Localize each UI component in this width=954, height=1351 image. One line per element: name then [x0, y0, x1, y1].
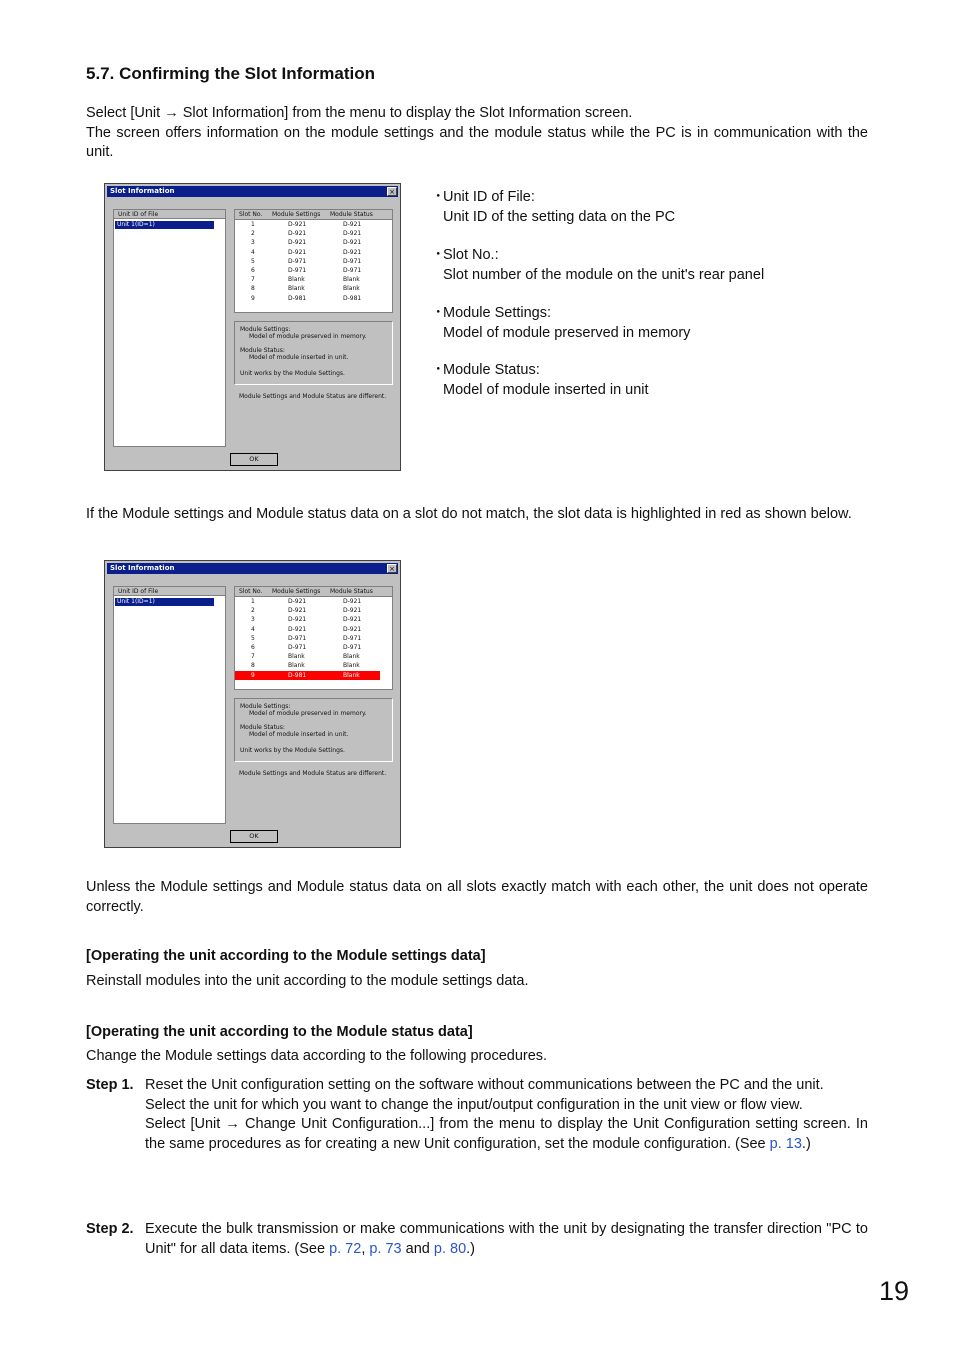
slot-no-cell: 4 — [251, 248, 255, 256]
table-row — [235, 284, 380, 293]
col-module-status: Module Status — [330, 588, 373, 595]
intro-text-2: Slot Information] from the menu to display the Slot Information screen. — [182, 105, 633, 121]
slot-no-cell: 3 — [251, 239, 255, 247]
slot-no-cell: 8 — [251, 285, 255, 293]
module-settings-cell: D-981 — [288, 294, 307, 302]
module-settings-cell: D-921 — [288, 248, 307, 256]
module-status-cell: D-921 — [343, 625, 362, 633]
module-settings-cell: D-971 — [288, 644, 307, 651]
bullet-desc: Model of module inserted in unit — [443, 381, 649, 398]
module-status-cell: D-971 — [343, 634, 362, 642]
separator: , — [361, 1240, 366, 1257]
module-settings-cell: D-971 — [288, 267, 307, 274]
slot-no-cell: 6 — [251, 267, 255, 274]
slot-no-cell: 9 — [251, 294, 255, 302]
legend-box — [234, 321, 393, 385]
col-module-settings: Module Settings — [272, 588, 321, 595]
step1-text-end: .) — [801, 1135, 811, 1152]
module-settings-cell: D-981 — [288, 671, 307, 679]
module-settings-cell: D-971 — [288, 257, 307, 265]
table-row — [235, 229, 380, 238]
module-settings-text: Reinstall modules into the unit according to the module settings data. — [86, 973, 529, 989]
bullet-icon: ・ — [431, 305, 446, 321]
module-settings-cell: D-921 — [288, 607, 307, 615]
bullet-title: Module Settings: — [443, 305, 552, 321]
module-status-cell: D-971 — [343, 644, 362, 651]
page-title: 5.7. Confirming the Slot Information — [86, 64, 375, 83]
close-icon[interactable]: × — [387, 564, 397, 573]
legend-settings-desc: Model of module preserved in memory. — [249, 333, 367, 340]
unit-id-header: Unit ID of File — [114, 587, 225, 596]
slot-no-cell: 9 — [251, 671, 255, 679]
arrow-icon: → — [225, 1116, 240, 1132]
table-row — [235, 643, 380, 652]
module-status-cell: D-971 — [343, 257, 362, 265]
unit-id-list[interactable] — [113, 209, 226, 447]
slot-no-cell: 7 — [251, 276, 255, 284]
slot-no-cell: 6 — [251, 644, 255, 651]
slot-table — [234, 209, 393, 313]
module-settings-cell: Blank — [288, 662, 305, 670]
bullet-icon: ・ — [431, 247, 446, 263]
legend-works-text: Unit works by the Module Settings. — [240, 747, 345, 754]
intro-text-3: The screen offers information on the module settings and the module status while the PC is in communication with the unit. — [86, 124, 868, 160]
slot-no-cell: 5 — [251, 634, 255, 642]
module-settings-cell: Blank — [288, 285, 305, 293]
module-status-cell: Blank — [343, 662, 360, 670]
slot-no-cell: 5 — [251, 257, 255, 265]
unit-id-selected-item[interactable]: Unit 1(ID=1) — [115, 598, 214, 606]
page-link[interactable]: p. 73 — [369, 1240, 402, 1257]
table-row — [235, 294, 380, 303]
legend-status-desc: Model of module inserted in unit. — [249, 354, 349, 361]
module-settings-cell: D-921 — [288, 239, 307, 247]
step1-paragraph-3 — [145, 1115, 868, 1154]
table-row — [235, 257, 380, 266]
module-settings-cell: D-971 — [288, 634, 307, 642]
legend-works-text: Unit works by the Module Settings. — [240, 370, 345, 377]
module-status-cell: D-921 — [343, 598, 362, 605]
table-row — [235, 671, 380, 680]
col-module-settings: Module Settings — [272, 211, 321, 218]
page-link[interactable]: p. 72 — [329, 1240, 362, 1257]
slot-no-cell: 1 — [251, 598, 255, 605]
step-body — [145, 1220, 868, 1259]
module-settings-cell: D-921 — [288, 221, 307, 228]
table-row — [235, 661, 380, 670]
slot-information-dialog — [104, 183, 401, 471]
bullet-title: Unit ID of File: — [443, 189, 535, 205]
bullet-title: Slot No.: — [443, 247, 499, 263]
bullet-icon: ・ — [431, 362, 446, 378]
step-1 — [86, 1076, 868, 1216]
legend-status-label: Module Status: — [240, 724, 285, 731]
step1-text-pre: Select [Unit — [145, 1116, 221, 1132]
intro-text-1: Select [Unit — [86, 105, 161, 121]
slot-no-cell: 4 — [251, 625, 255, 633]
unit-id-selected-item[interactable]: Unit 1(ID=1) — [115, 221, 214, 229]
module-status-cell: Blank — [343, 276, 360, 284]
unless-paragraph: Unless the Module settings and Module status data on all slots exactly match with each other, the unit does not operate correctly. — [86, 879, 868, 915]
table-row — [235, 606, 380, 615]
module-status-cell: D-921 — [343, 616, 362, 624]
module-settings-cell: D-921 — [288, 598, 307, 605]
step1-paragraph-2: Select the unit for which you want to change the input/output configuration in the unit view or flow view. — [145, 1096, 803, 1113]
legend-settings-label: Module Settings: — [240, 703, 291, 710]
legend-settings-label: Module Settings: — [240, 326, 291, 333]
difference-message: Module Settings and Module Status are different. — [239, 393, 387, 400]
module-status-cell: D-921 — [343, 607, 362, 615]
slot-information-dialog-mismatch — [104, 560, 401, 848]
bullet-desc: Slot number of the module on the unit's rear panel — [443, 266, 765, 283]
bullet-desc: Model of module preserved in memory — [443, 324, 691, 341]
module-settings-cell: Blank — [288, 653, 305, 661]
step-label: Step 2. — [86, 1221, 134, 1237]
arrow-icon: → — [164, 105, 179, 121]
legend-settings-desc: Model of module preserved in memory. — [249, 710, 367, 717]
dialog-title: Slot Information — [107, 186, 398, 197]
conjunction: and — [405, 1240, 430, 1257]
step-2 — [86, 1220, 868, 1260]
slot-no-cell: 2 — [251, 230, 255, 238]
unit-id-list[interactable] — [113, 586, 226, 824]
intro-paragraph — [86, 104, 868, 163]
bullet-title: Module Status: — [443, 362, 540, 378]
subheading-module-settings: [Operating the unit according to the Module settings data] — [86, 948, 486, 964]
slot-no-cell: 1 — [251, 221, 255, 228]
step2-text: Execute the bulk transmission or make communications with the unit by designating the transfer direction "PC to Unit" for all data items. (See — [145, 1221, 868, 1257]
table-row — [235, 625, 380, 634]
table-row — [235, 597, 380, 606]
module-settings-cell: D-921 — [288, 616, 307, 624]
slot-no-cell: 7 — [251, 653, 255, 661]
table-row — [235, 238, 380, 247]
table-row — [235, 220, 380, 229]
step1-text-post: Change Unit Configuration...] from the menu to display the Unit Configuration setting screen. In the same procedures as for creating a new Unit configuration, set the module configuration. (See — [145, 1116, 868, 1152]
page-number: 19 — [878, 1276, 909, 1306]
slot-no-cell: 3 — [251, 616, 255, 624]
legend-status-desc: Model of module inserted in unit. — [249, 731, 349, 738]
step2-text-end: .) — [466, 1240, 475, 1257]
module-status-cell: D-981 — [343, 294, 362, 302]
module-status-cell: D-921 — [343, 221, 362, 228]
mismatch-paragraph: If the Module settings and Module status data on a slot do not match, the slot data is highlighted in red as shown below. — [86, 506, 852, 522]
slot-table — [234, 586, 393, 690]
slot-table-header — [235, 210, 392, 220]
page-link[interactable]: p. 13 — [769, 1135, 802, 1152]
table-row — [235, 634, 380, 643]
difference-message: Module Settings and Module Status are different. — [239, 770, 387, 777]
slot-table-header — [235, 587, 392, 597]
slot-no-cell: 2 — [251, 607, 255, 615]
ok-button[interactable]: OK — [230, 453, 278, 466]
table-row — [235, 248, 380, 257]
page-link[interactable]: p. 80 — [433, 1240, 467, 1257]
module-settings-cell: Blank — [288, 276, 305, 284]
unit-id-header: Unit ID of File — [114, 210, 225, 219]
module-status-text: Change the Module settings data according to the following procedures. — [86, 1048, 548, 1064]
table-row — [235, 266, 380, 275]
module-status-cell: D-921 — [343, 248, 362, 256]
table-row — [235, 652, 380, 661]
module-status-cell: Blank — [343, 653, 360, 661]
slot-no-cell: 8 — [251, 662, 255, 670]
step-label: Step 1. — [86, 1077, 134, 1093]
step-body — [145, 1076, 868, 1154]
dialog-title: Slot Information — [107, 563, 398, 574]
module-settings-cell: D-921 — [288, 625, 307, 633]
col-slot-no: Slot No. — [239, 588, 263, 595]
step1-paragraph-1: Reset the Unit configuration setting on the software without communications between the PC and the unit. — [145, 1077, 824, 1093]
module-settings-cell: D-921 — [288, 230, 307, 238]
table-row — [235, 615, 380, 624]
col-module-status: Module Status — [330, 211, 373, 218]
bullet-icon: ・ — [431, 189, 446, 205]
ok-button[interactable]: OK — [230, 830, 278, 843]
legend-status-label: Module Status: — [240, 347, 285, 354]
module-status-cell: Blank — [343, 285, 360, 293]
module-status-cell: D-921 — [343, 230, 362, 238]
table-row — [235, 275, 380, 284]
module-status-cell: D-971 — [343, 267, 362, 274]
module-status-cell: Blank — [343, 671, 360, 679]
close-icon[interactable]: × — [387, 187, 397, 196]
legend-box — [234, 698, 393, 762]
module-status-cell: D-921 — [343, 239, 362, 247]
subheading-module-status: [Operating the unit according to the Module status data] — [86, 1024, 473, 1040]
bullet-desc: Unit ID of the setting data on the PC — [443, 208, 676, 225]
col-slot-no: Slot No. — [239, 211, 263, 218]
